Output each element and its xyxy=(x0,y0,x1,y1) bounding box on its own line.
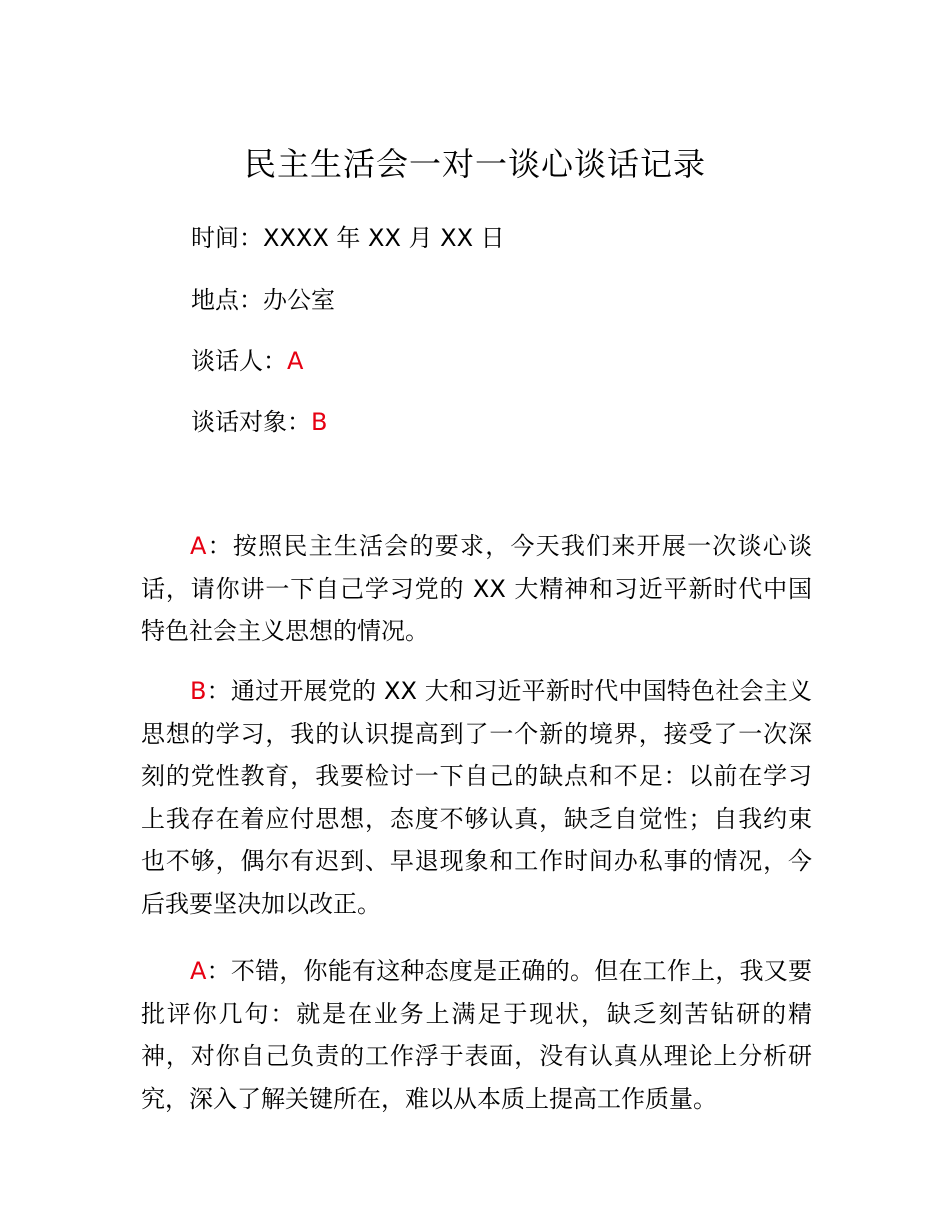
dialogue-colon: ： xyxy=(206,677,231,705)
dialogue-speaker: A xyxy=(190,957,207,985)
meta-location-value: 办公室 xyxy=(263,286,335,314)
meta-time xyxy=(191,222,505,254)
meta-interviewee-value: B xyxy=(311,408,328,436)
meta-interviewee-label: 谈话对象： xyxy=(191,408,311,436)
dialogue-text: 按照民主生活会的要求，今天我们来开展一次谈心谈话，请你讲一下自己学习党的 XX 大精神和习近平新时代中国特色社会主义思想的情况。 xyxy=(141,532,813,645)
dialogue-speaker: A xyxy=(190,532,207,560)
dialogue-paragraph xyxy=(141,525,812,653)
meta-time-label: 时间： xyxy=(191,224,263,252)
dialogue-colon: ： xyxy=(206,957,231,985)
meta-interviewer-label: 谈话人： xyxy=(191,347,287,375)
meta-interviewee xyxy=(191,406,327,438)
dialogue-paragraph xyxy=(141,950,812,1120)
meta-location-label: 地点： xyxy=(191,286,263,314)
meta-interviewer xyxy=(191,345,303,377)
meta-time-value: XXXX 年 XX 月 XX 日 xyxy=(263,224,505,252)
dialogue-text: 不错，你能有这种态度是正确的。但在工作上，我又要批评你几句：就是在业务上满足于现状，缺乏刻苦钻研的精神，对你自己负责的工作浮于表面，没有认真从理论上分析研究，深入了解关键所在，难以从本质上提高工作质量。 xyxy=(141,957,813,1113)
dialogue-text: 通过开展党的 XX 大和习近平新时代中国特色社会主义思想的学习，我的认识提高到了一个新的境界，接受了一次深刻的党性教育，我要检讨一下自己的缺点和不足：以前在学习上我存在着应付思想，态度不够认真，缺乏自觉性；自我约束也不够，偶尔有迟到、早退现象和工作时间办私事的情况，今后我要坚决加以改正。 xyxy=(141,677,813,918)
dialogue-paragraph xyxy=(141,670,812,925)
dialogue-speaker: B xyxy=(190,677,207,705)
meta-interviewer-value: A xyxy=(287,347,304,375)
dialogue-colon: ： xyxy=(206,532,233,560)
meta-location xyxy=(191,284,335,316)
document-title: 民主生活会一对一谈心谈话记录 xyxy=(243,145,706,183)
